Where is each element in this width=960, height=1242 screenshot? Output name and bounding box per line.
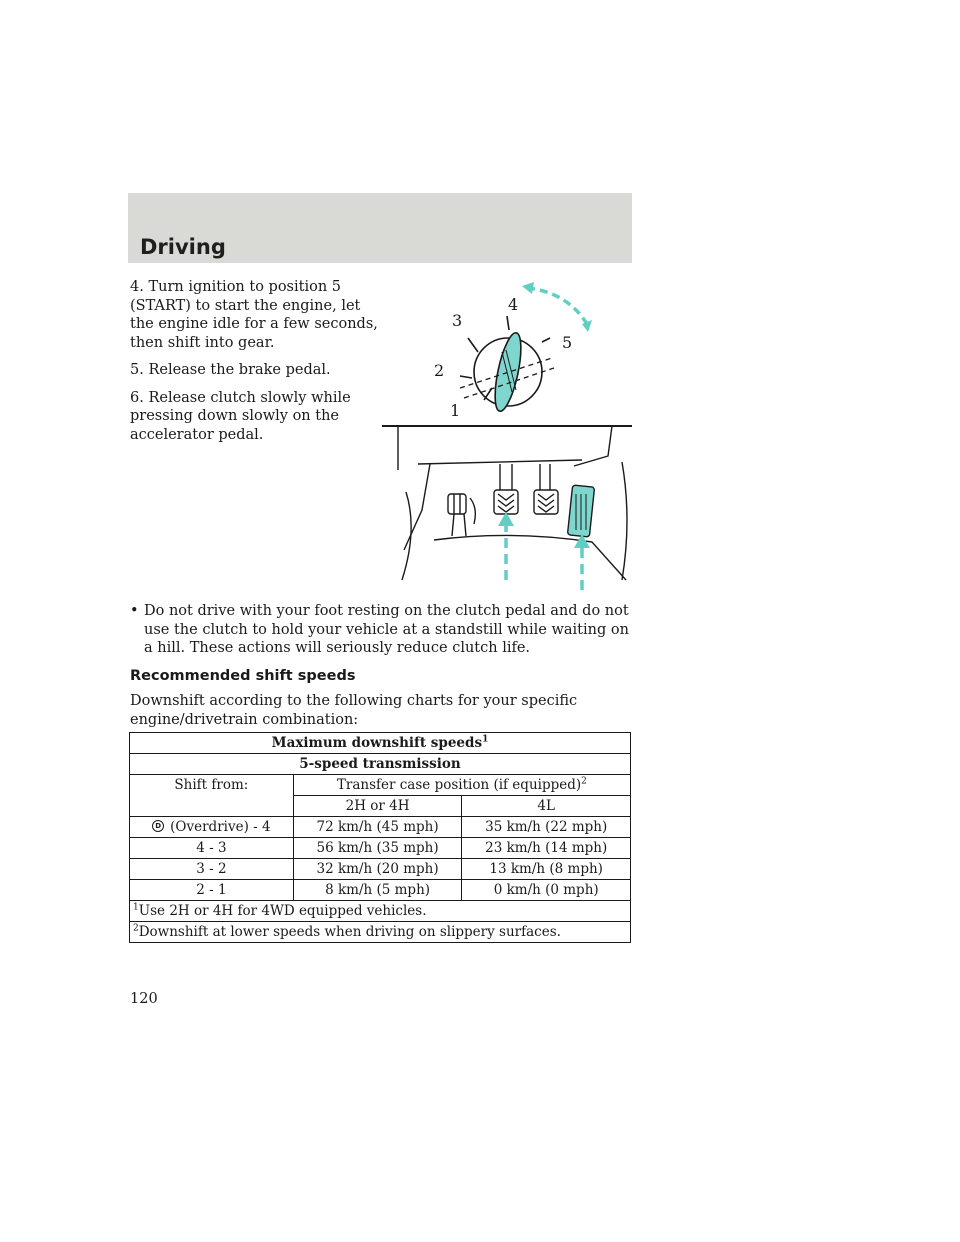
ignition-label-2: 2 — [434, 361, 445, 380]
table-row — [130, 838, 631, 859]
bullet-point: • — [130, 603, 139, 619]
table-subtitle-row — [130, 754, 631, 775]
table-title: Maximum downshift speeds$^1$ — [130, 733, 631, 754]
page-title: Driving — [140, 235, 226, 259]
footnote-row — [130, 901, 631, 922]
page-number: 120 — [130, 991, 158, 1007]
speed-2h-4h-cell: 72 km/h (45 mph) — [293, 817, 462, 838]
ignition-label-4: 4 — [508, 295, 519, 314]
footnote-2: $^2$Downshift at lower speeds when driving on slippery surfaces. — [130, 922, 631, 943]
footnote-row — [130, 922, 631, 943]
col-2h-4h-header: 2H or 4H — [293, 796, 462, 817]
speed-4l-cell: 13 km/h (8 mph) — [462, 859, 631, 880]
step-4: 4. Turn ignition to position 5 (START) to start the engine, let the engine idle for a few seconds, then shift into gear. — [130, 279, 378, 351]
speed-2h-4h-cell: 56 km/h (35 mph) — [293, 838, 462, 859]
step-6: 6. Release clutch slowly while pressing down slowly on the accelerator pedal. — [130, 389, 351, 443]
bullet-text: Do not drive with your foot resting on the clutch pedal and do not use the clutch to hold your vehicle at a standstill while waiting on a hill. These actions will seriously reduce clutch life. — [144, 603, 629, 656]
speed-2h-4h-cell: 32 km/h (20 mph) — [293, 859, 462, 880]
ignition-label-3: 3 — [452, 311, 463, 330]
downshift-speeds-table — [129, 732, 631, 943]
speed-4l-cell: 0 km/h (0 mph) — [462, 880, 631, 901]
shift-cell: 4 - 3 — [130, 838, 294, 859]
step-5: 5. Release the brake pedal. — [130, 362, 331, 378]
transfer-case-header: Transfer case position (if equipped)$^2$ — [293, 775, 630, 796]
ignition-and-pedals-illustration — [382, 280, 634, 590]
ignition-label-5: 5 — [562, 333, 573, 352]
section-intro: Downshift according to the following charts for your specific engine/drivetrain combination: — [130, 693, 578, 728]
shift-cell: 2 - 1 — [130, 880, 294, 901]
table-row — [130, 817, 631, 838]
table-title-row — [130, 733, 631, 754]
shift-cell: D (Overdrive) - 4 — [130, 817, 294, 838]
table-row — [130, 859, 631, 880]
shift-cell: 3 - 2 — [130, 859, 294, 880]
overdrive-icon: D — [152, 820, 164, 832]
steps-list — [130, 278, 380, 453]
table-subtitle: 5-speed transmission — [130, 754, 631, 775]
ignition-label-1: 1 — [450, 401, 461, 420]
ignition-switch — [460, 282, 592, 413]
section-heading: Recommended shift speeds — [130, 668, 356, 684]
shift-from-header: Shift from: — [130, 775, 294, 817]
speed-4l-cell: 23 km/h (14 mph) — [462, 838, 631, 859]
speed-2h-4h-cell: 8 km/h (5 mph) — [293, 880, 462, 901]
speed-4l-cell: 35 km/h (22 mph) — [462, 817, 631, 838]
table-row — [130, 880, 631, 901]
table-header-row — [130, 775, 631, 796]
clutch-warning-bullet — [130, 602, 635, 658]
footnote-1: $^1$Use 2H or 4H for 4WD equipped vehicles. — [130, 901, 631, 922]
col-4l-header: 4L — [462, 796, 631, 817]
